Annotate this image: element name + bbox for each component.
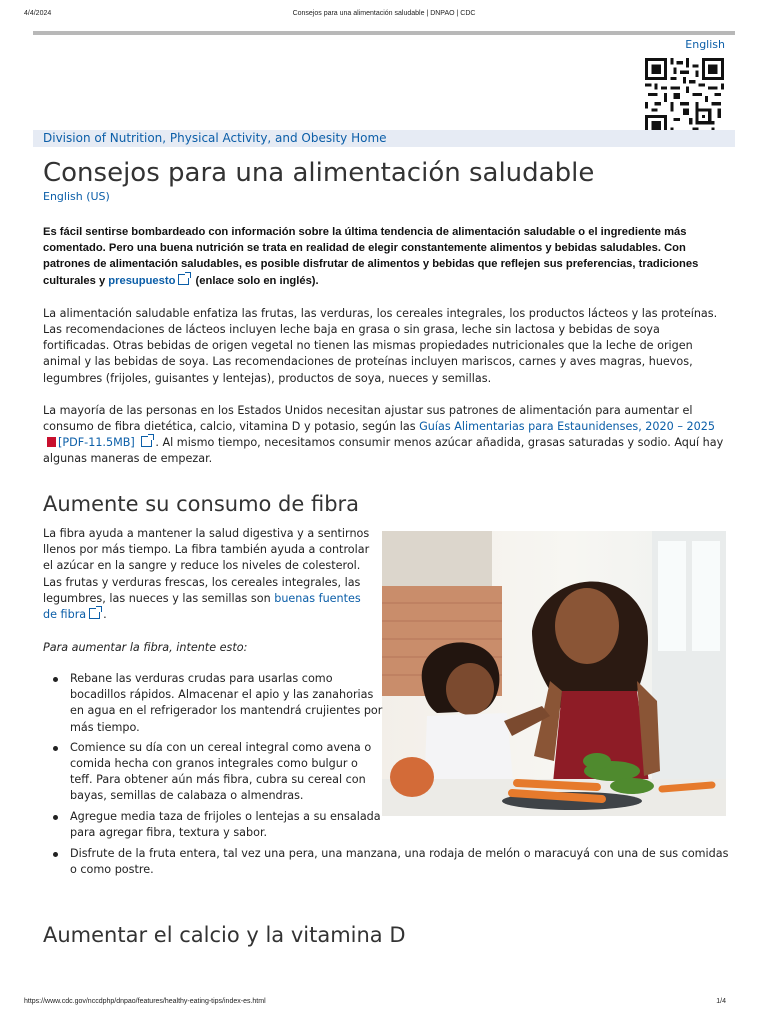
fiber-tips-list-continued <box>43 846 733 882</box>
print-title: Consejos para una alimentación saludable | DNPAO | CDC <box>292 10 476 17</box>
fiber-intro <box>43 526 373 623</box>
list-item: Rebane las verduras crudas para usarlas como bocadillos rápidos. Almacenar el apio y las zanahorias en agua en el refrigerador los mantendrá crujientes por más tiempo. <box>43 671 383 736</box>
fiber-section <box>43 526 373 656</box>
page-title: Consejos para una alimentación saludable <box>43 158 595 188</box>
external-link-icon <box>141 436 152 447</box>
print-date: 4/4/2024 <box>24 10 52 17</box>
fiber-tips-list <box>43 671 383 845</box>
fiber-intro-text: La fibra ayuda a mantener la salud digestiva y a sentirnos llenos por más tiempo. La fibra también ayuda a controlar el azúcar en la sangre y reduce los niveles de colesterol. Las frutas y verduras frescas, los cereales integrales, las legumbres, las nueces y las semillas son <box>43 527 370 605</box>
fiber-intro-end: . <box>103 608 107 622</box>
pdf-size-link[interactable]: [PDF-11.5MB] <box>58 436 135 450</box>
section-heading-fibra: Aumente su consumo de fibra <box>43 492 360 516</box>
qr-code-icon <box>643 58 726 137</box>
lead-after: (enlace solo en inglés). <box>195 274 319 287</box>
top-rule <box>33 31 735 35</box>
list-item: Comience su día con un cereal integral como avena o comida hecha con granos integrales como bulgur o teff. Para obtener aún más fibra, cubra su cereal con bayas, semillas de calabaza o almendras. <box>43 740 383 805</box>
english-us-link[interactable]: English (US) <box>43 190 110 203</box>
mother-daughter-cooking-photo <box>382 531 726 816</box>
pdf-icon <box>47 437 56 447</box>
breadcrumb <box>33 130 735 147</box>
list-item: Disfrute de la fruta entera, tal vez una pera, una manzana, una rodaja de melón o maracuyá con una de sus comidas o como postre. <box>43 846 733 878</box>
lead-text: Es fácil sentirse bombardeado con información sobre la última tendencia de alimentación saludable o el ingrediente más comentado. Pero una buena nutrición se trata en realidad de elegir constantemente alimentos y bebidas saludables. Con patrones de alimentación saludables, es posible disfrutar de alimentos y bebidas que reflejen sus preferencias, tradiciones culturales y <box>43 226 699 287</box>
print-page-number: 1/4 <box>716 998 726 1005</box>
fiber-sources-link[interactable]: buenas fuentes de fibra <box>43 591 361 622</box>
section-heading-calcio: Aumentar el calcio y la vitamina D <box>43 923 406 947</box>
english-language-link[interactable]: English <box>685 38 725 51</box>
dietary-guidelines-link[interactable]: Guías Alimentarias para Estaunidenses, 2020 – 2025 <box>419 420 715 434</box>
fiber-intent: Para aumentar la fibra, intente esto: <box>43 641 248 655</box>
breadcrumb-home-link[interactable]: Division of Nutrition, Physical Activity, and Obesity Home <box>43 131 387 145</box>
main-content <box>43 156 726 468</box>
list-item: Agregue media taza de frijoles o lentejas a su ensalada para agregar fibra, textura y sabor. <box>43 809 383 841</box>
presupuesto-link[interactable]: presupuesto <box>108 274 176 287</box>
paragraph-healthy-eating: La alimentación saludable enfatiza las frutas, las verduras, los cereales integrales, los productos lácteos y las proteínas. Las recomendaciones de lácteos incluyen leche baja en grasa o sin grasa, leche sin lactosa y bebidas de soya fortificadas. Otras bebidas de origen vegetal no tienen las mismas propiedades nutricionales que la leche de origen animal y las bebidas de soya. Las recomendaciones de proteínas incluyen mariscos, carnes y aves magras, huevos, legumbres (frijoles, guisantes y lentejas), productos de soya, nueces y semillas. <box>43 306 718 385</box>
paragraph-guidelines <box>43 403 726 468</box>
print-url: https://www.cdc.gov/nccdphp/dnpao/features/healthy-eating-tips/index-es.html <box>24 998 266 1005</box>
guidelines-after: . Al mismo tiempo, necesitamos consumir menos azúcar añadida, grasas saturadas y sodio. Aquí hay algunas maneras de empezar. <box>43 436 724 466</box>
print-header <box>24 10 744 22</box>
lead-paragraph <box>43 224 726 289</box>
print-footer <box>24 998 744 1010</box>
external-link-icon <box>178 274 189 285</box>
guidelines-text: La mayoría de las personas en los Estados Unidos necesitan ajustar sus patrones de alimentación para aumentar el consumo de fibra dietética, calcio, vitamina D y potasio, según las <box>43 403 693 434</box>
external-link-icon <box>89 608 100 619</box>
